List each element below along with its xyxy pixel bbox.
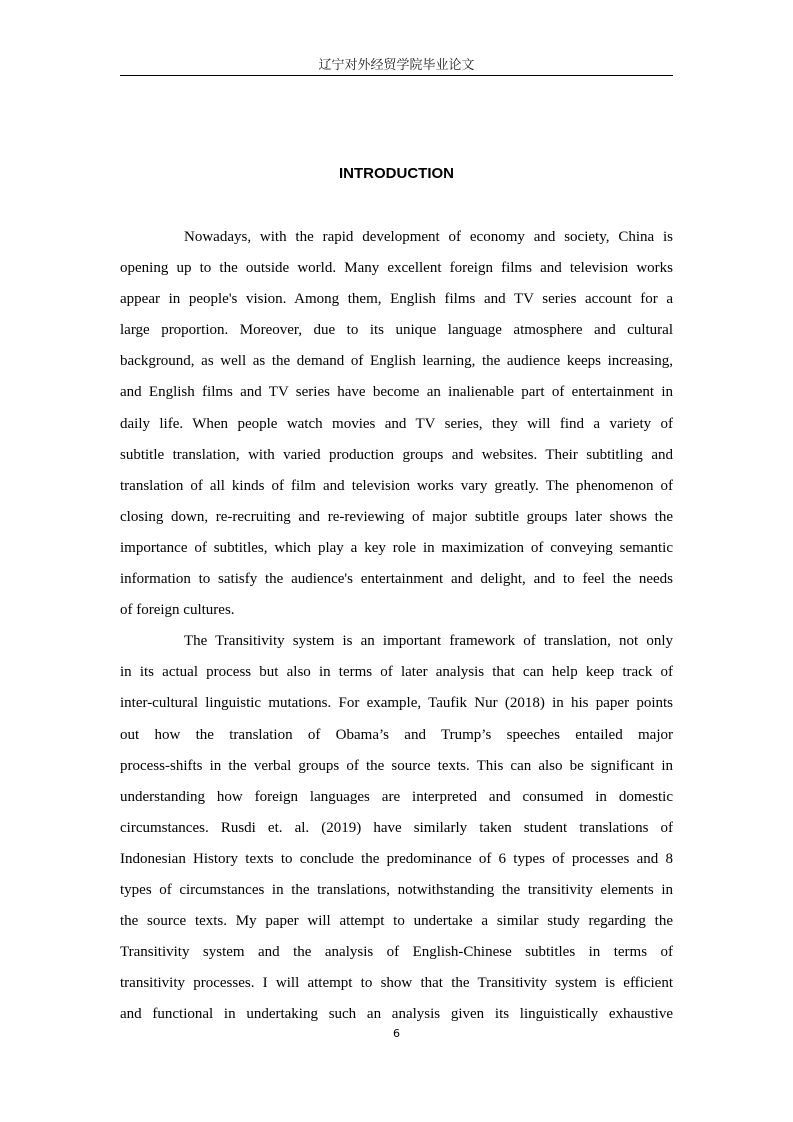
text-line: circumstances. Rusdi et. al. (2019) have similarly taken student translations of (120, 819, 673, 836)
text-line: Nowadays, with the rapid development of economy and society, China is (184, 229, 673, 245)
text-line: The Transitivity system is an important framework of translation, not only (184, 633, 673, 650)
text-line: of foreign cultures. (120, 602, 235, 619)
text-line: the source texts. My paper will attempt to undertake a similar study regarding the (120, 913, 673, 930)
body-text (120, 222, 673, 1030)
text-line: Indonesian History texts to conclude the predominance of 6 types of processes and 8 (120, 850, 673, 867)
text-line: opening up to the outside world. Many excellent foreign films and television works (120, 260, 673, 277)
text-line: process-shifts in the verbal groups of the source texts. This can also be significant in (120, 757, 673, 774)
text-line: inter-cultural linguistic mutations. For example, Taufik Nur (2018) in his paper points (120, 695, 673, 712)
text-line: and English films and TV series have become an inalienable part of entertainment in (120, 384, 673, 401)
text-line: appear in people's vision. Among them, English films and TV series account for a (120, 291, 673, 308)
paragraph-2 (120, 626, 673, 1030)
text-line: translation of all kinds of film and television works vary greatly. The phenomenon of (120, 477, 673, 494)
text-line: information to satisfy the audience's entertainment and delight, and to feel the needs (120, 571, 673, 588)
text-line: Transitivity system and the analysis of English-Chinese subtitles in terms of (120, 944, 673, 961)
text-line: background, as well as the demand of English learning, the audience keeps increasing, (120, 353, 673, 370)
running-header: 辽宁对外经贸学院毕业论文 (318, 58, 475, 73)
text-line: out how the translation of Obama’s and Trump’s speeches entailed major (120, 726, 673, 743)
text-line: transitivity processes. I will attempt to show that the Transitivity system is efficient (120, 975, 673, 992)
section-title: INTRODUCTION (339, 165, 454, 182)
text-line: and functional in undertaking such an analysis given its linguistically exhaustive (120, 1006, 673, 1023)
text-line: importance of subtitles, which play a key role in maximization of conveying semantic (120, 539, 673, 556)
text-line: in its actual process but also in terms of later analysis that can help keep track of (120, 664, 673, 681)
header-rule (120, 75, 673, 76)
text-line: subtitle translation, with varied production groups and websites. Their subtitling and (120, 446, 673, 463)
text-line: daily life. When people watch movies and TV series, they will find a variety of (120, 415, 673, 432)
text-line: large proportion. Moreover, due to its unique language atmosphere and cultural (120, 322, 673, 339)
text-line: types of circumstances in the translations, notwithstanding the transitivity elements in (120, 881, 673, 898)
text-line: understanding how foreign languages are interpreted and consumed in domestic (120, 788, 673, 805)
page-number: 6 (393, 1027, 400, 1040)
text-line: closing down, re-recruiting and re-reviewing of major subtitle groups later shows the (120, 508, 673, 525)
paragraph-1 (120, 222, 673, 626)
